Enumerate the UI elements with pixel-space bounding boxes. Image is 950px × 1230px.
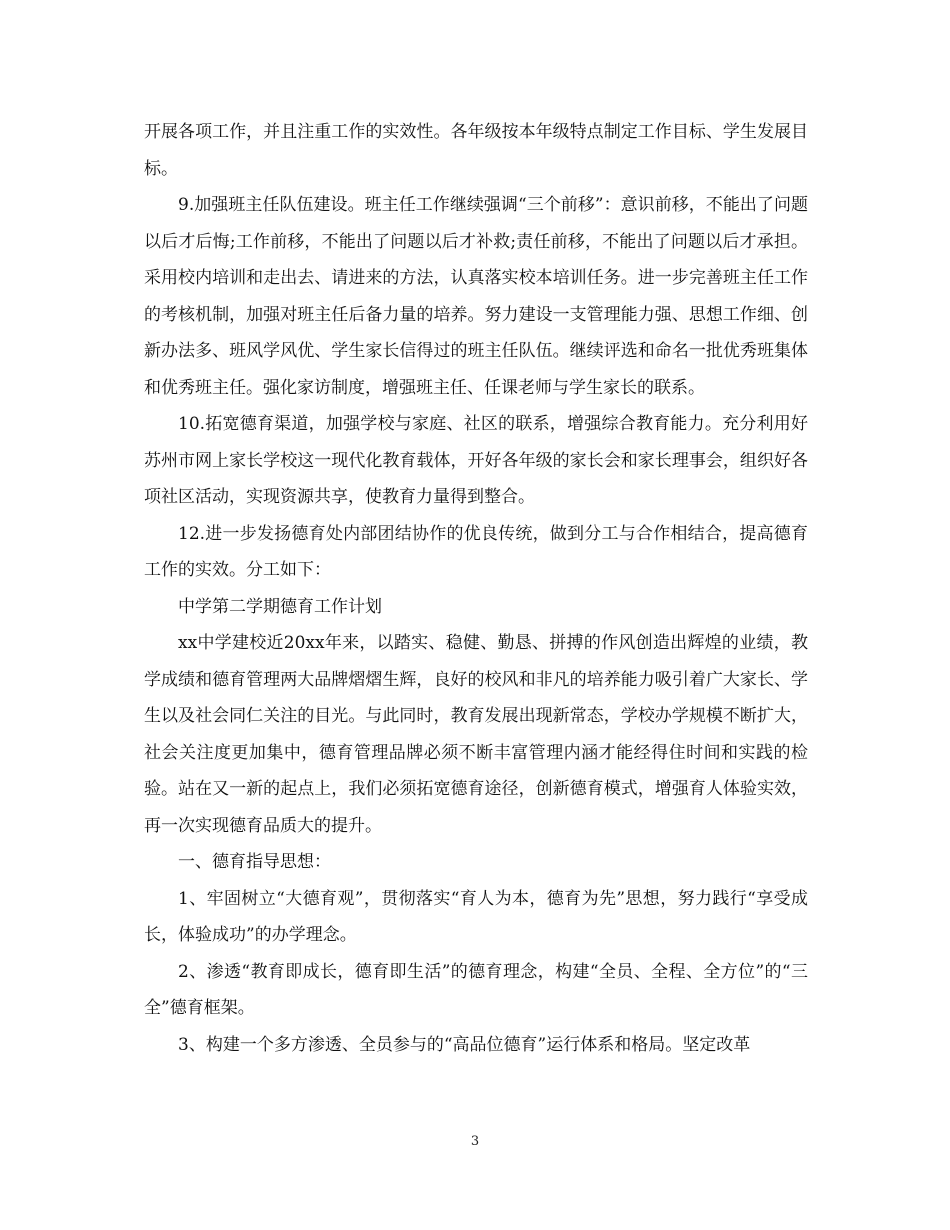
paragraph-point-1: 1、牢固树立“大德育观”，贯彻落实“育人为本，德育为先”思想，努力践行“享受成长，体验成功”的办学理念。 [144,888,808,945]
section-title: 中学第二学期德育工作计划 [178,596,382,617]
heading-guiding-ideology: 一、德育指导思想： [178,852,331,872]
page-number: 3 [470,1134,480,1149]
paragraph-item-12: 12.进一步发扬德育处内部团结协作的优良传统，做到分工与合作相结合，提高德育工作的实效。分工如下： [144,523,808,580]
paragraph-intro: xx中学建校近20xx年来，以踏实、稳健、勤恳、拼搏的作风创造出辉煌的业绩，教学成绩和德育管理两大品牌熠熠生辉，良好的校风和非凡的培养能力吸引着广大家长、学生以及社会同仁关注的目光。与此同时，教育发展出现新常态，学校办学规模不断扩大，社会关注度更加集中，德育管理品牌必须不断丰富管理内涵才能经得住时间和实践的检验。站在又一新的起点上，我们必须拓宽德育途径，创新德育模式，增强育人体验实效，再一次实现德育品质大的提升。 [144,633,808,836]
paragraph-item-10: 10.拓宽德育渠道，加强学校与家庭、社区的联系，增强综合教育能力。充分利用好苏州市网上家长学校这一现代化教育载体，开好各年级的家长会和家长理事会，组织好各项社区活动，实现资源共享，使教育力量得到整合。 [144,414,808,507]
paragraph-continuation: 开展各项工作，并且注重工作的实效性。各年级按本年级特点制定工作目标、学生发展目标。 [144,122,808,179]
paragraph-item-9: 9.加强班主任队伍建设。班主任工作继续强调“三个前移”：意识前移，不能出了问题以后才后悔;工作前移，不能出了问题以后才补救;责任前移，不能出了问题以后才承担。采用校内培训和走出去、请进来的方法，认真落实校本培训任务。进一步完善班主任工作的考核机制，加强对班主任后备力量的培养。努力建设一支管理能力强、思想工作细、创新办法多、班风学风优、学生家长信得过的班主任队伍。继续评选和命名一批优秀班集体和优秀班主任。强化家访制度，增强班主任、任课老师与学生家长的联系。 [144,195,808,398]
paragraph-point-2: 2、渗透“教育即成长，德育即生活”的德育理念，构建“全员、全程、全方位”的“三全”德育框架。 [144,961,808,1018]
paragraph-point-3: 3、构建一个多方渗透、全员参与的“高品位德育”运行体系和格局。坚定改革 [178,1034,751,1055]
document-body [144,114,808,1063]
